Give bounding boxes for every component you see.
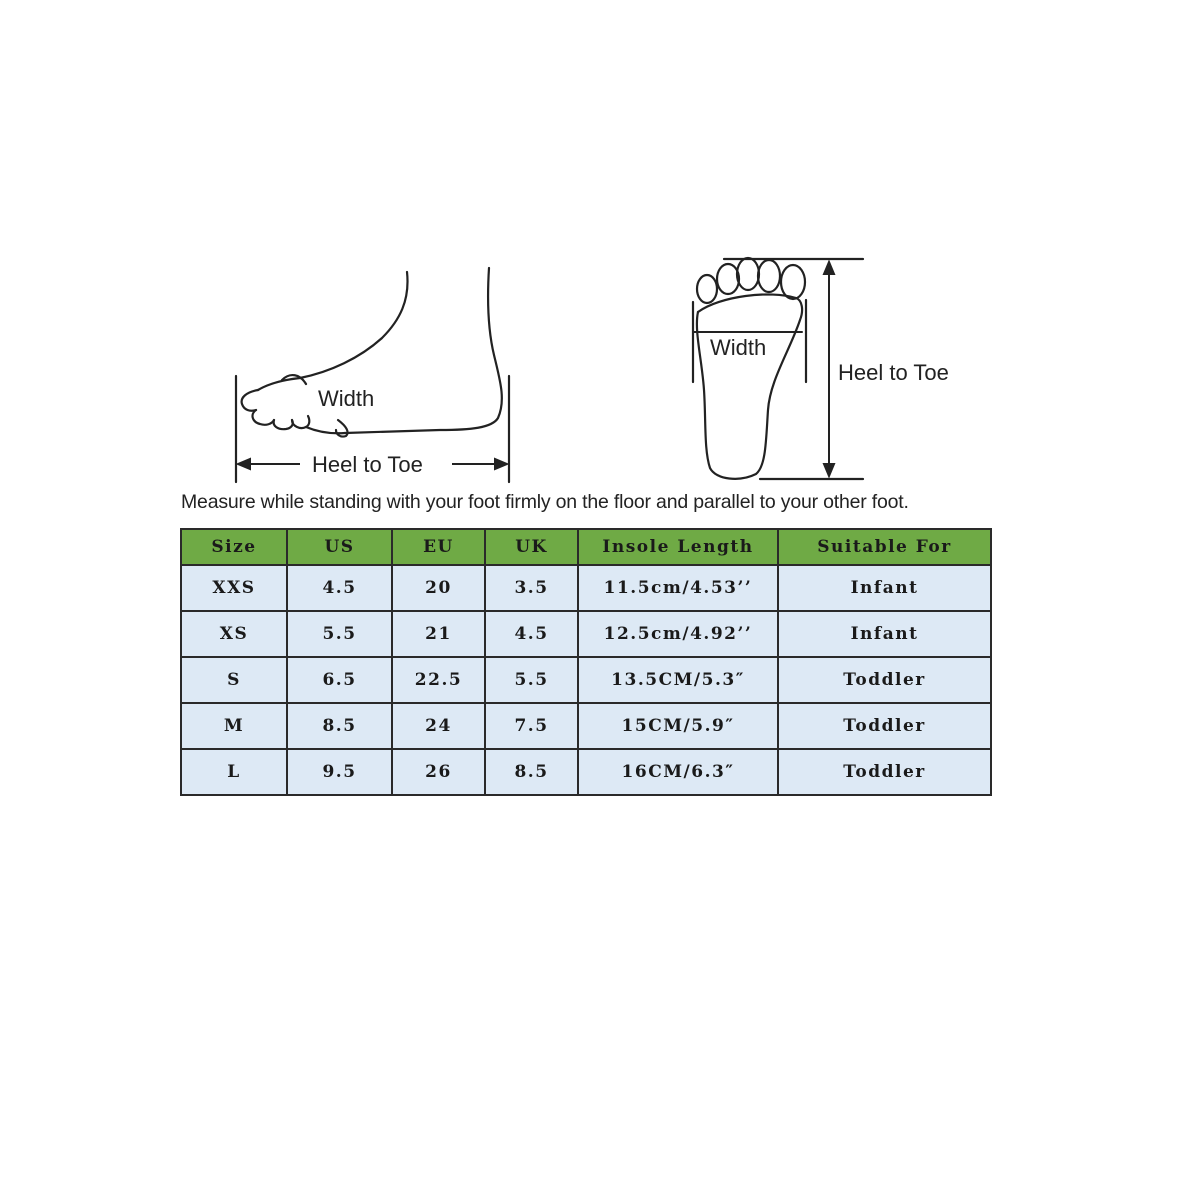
cell-us: 4.5 <box>287 565 392 611</box>
cell-uk: 5.5 <box>485 657 578 703</box>
cell-suitable-for: Toddler <box>778 657 991 703</box>
measurement-instruction: Measure while standing with your foot firmly on the floor and parallel to your other foot. <box>181 491 909 513</box>
sole-length-arrow <box>824 262 834 476</box>
table-row <box>181 611 991 657</box>
cell-us: 8.5 <box>287 703 392 749</box>
header-suitable-for: Suitable For <box>778 529 991 565</box>
sole-width-label: Width <box>710 335 767 360</box>
cell-eu: 26 <box>392 749 485 795</box>
side-length-label: Heel to Toe <box>312 452 423 477</box>
header-eu: EU <box>392 529 485 565</box>
header-uk: UK <box>485 529 578 565</box>
cell-insole-length: 11.5cm/4.53’’ <box>578 565 778 611</box>
cell-size: XXS <box>181 565 287 611</box>
size-chart-table <box>180 528 992 796</box>
cell-us: 6.5 <box>287 657 392 703</box>
cell-eu: 24 <box>392 703 485 749</box>
sole-length-label: Heel to Toe <box>838 360 949 385</box>
side-width-label: Width <box>318 386 375 411</box>
table-header-row <box>181 529 991 565</box>
table-row <box>181 703 991 749</box>
header-us: US <box>287 529 392 565</box>
cell-eu: 21 <box>392 611 485 657</box>
table-row <box>181 657 991 703</box>
cell-uk: 4.5 <box>485 611 578 657</box>
cell-size: L <box>181 749 287 795</box>
cell-uk: 3.5 <box>485 565 578 611</box>
cell-size: M <box>181 703 287 749</box>
cell-suitable-for: Infant <box>778 565 991 611</box>
cell-insole-length: 15CM/5.9″ <box>578 703 778 749</box>
cell-insole-length: 12.5cm/4.92’’ <box>578 611 778 657</box>
cell-us: 9.5 <box>287 749 392 795</box>
cell-us: 5.5 <box>287 611 392 657</box>
cell-insole-length: 13.5CM/5.3″ <box>578 657 778 703</box>
cell-suitable-for: Infant <box>778 611 991 657</box>
cell-eu: 22.5 <box>392 657 485 703</box>
foot-measurement-diagram <box>0 0 1200 520</box>
cell-size: XS <box>181 611 287 657</box>
cell-suitable-for: Toddler <box>778 703 991 749</box>
cell-size: S <box>181 657 287 703</box>
cell-eu: 20 <box>392 565 485 611</box>
header-size: Size <box>181 529 287 565</box>
cell-suitable-for: Toddler <box>778 749 991 795</box>
table-row <box>181 749 991 795</box>
side-foot-illustration <box>236 268 509 482</box>
table-row <box>181 565 991 611</box>
header-insole-length: Insole Length <box>578 529 778 565</box>
cell-insole-length: 16CM/6.3″ <box>578 749 778 795</box>
cell-uk: 7.5 <box>485 703 578 749</box>
cell-uk: 8.5 <box>485 749 578 795</box>
